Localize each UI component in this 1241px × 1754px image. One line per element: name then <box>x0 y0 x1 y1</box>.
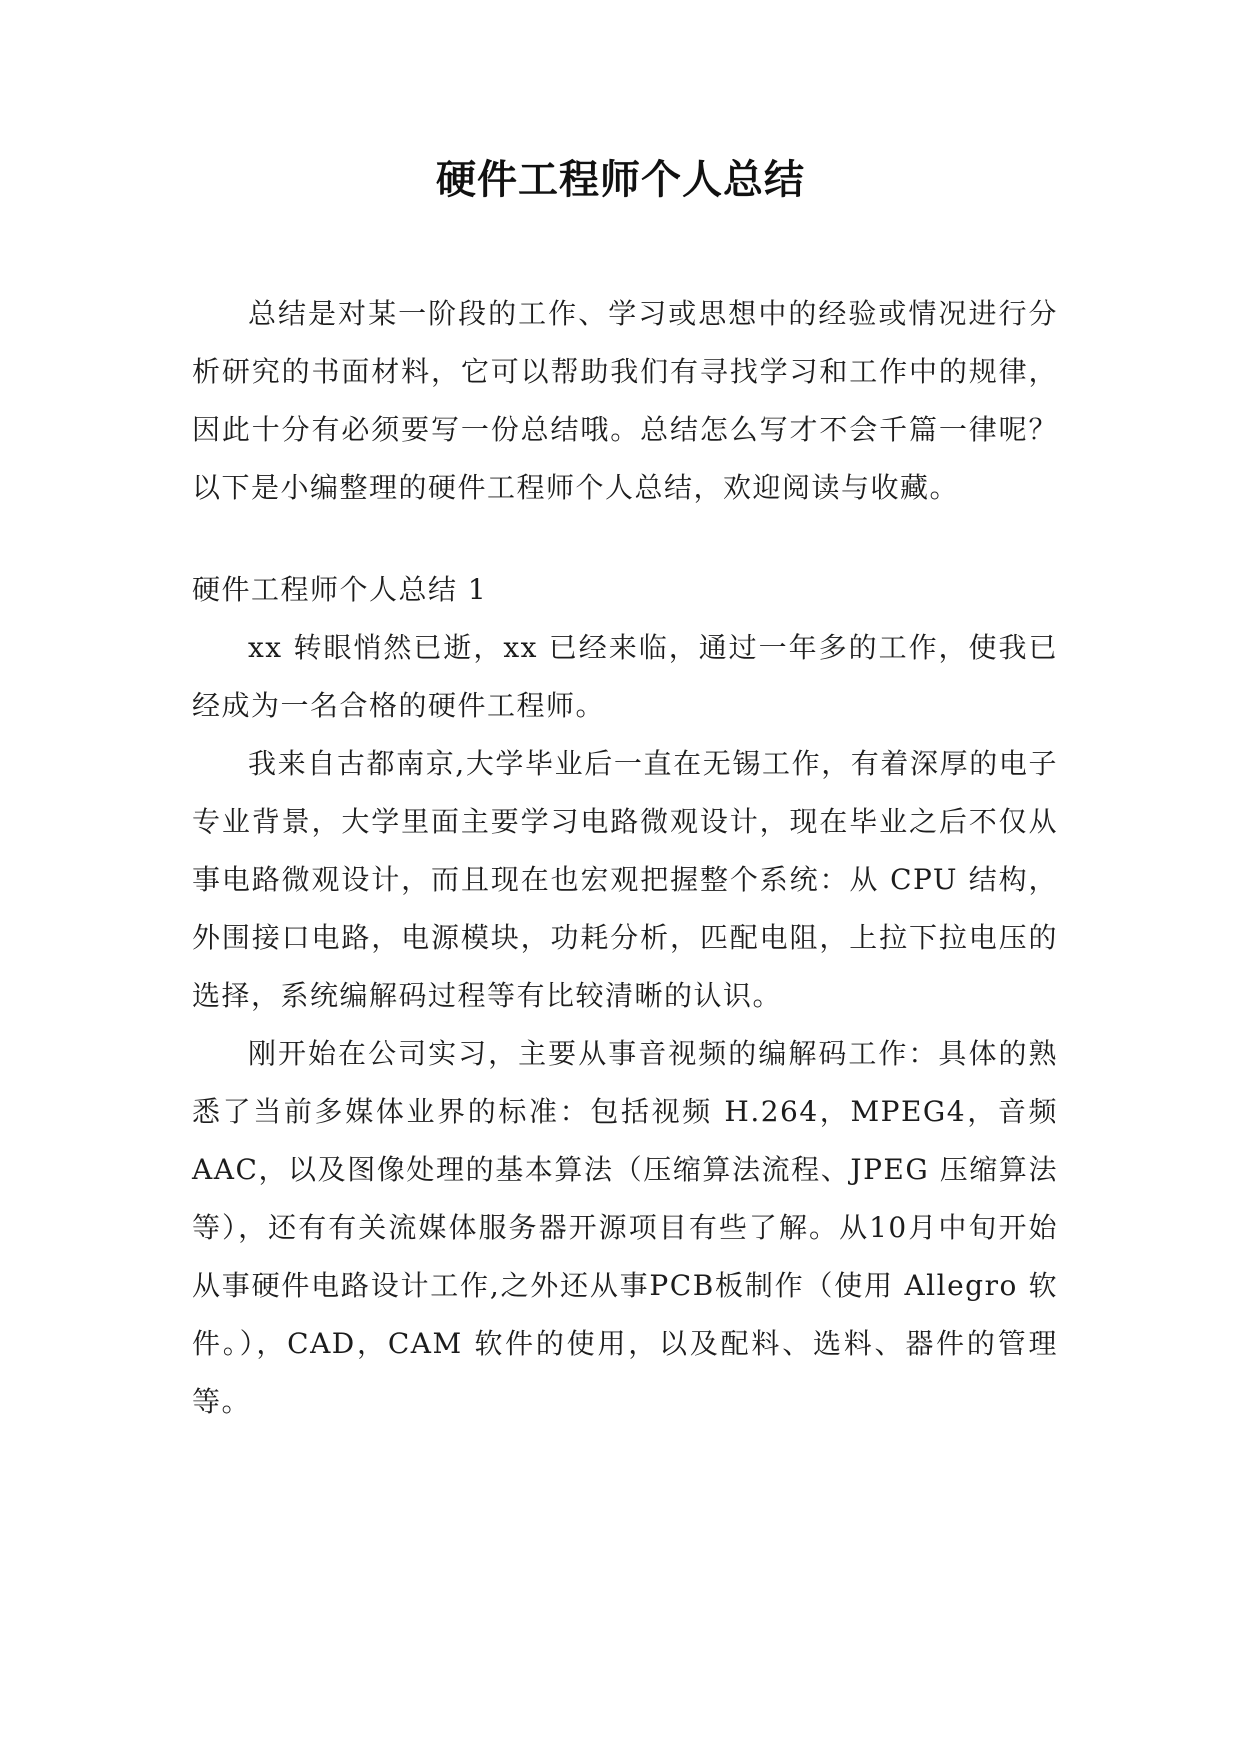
body-paragraph: 刚开始在公司实习，主要从事音视频的编解码工作：具体的熟悉了当前多媒体业界的标准：包括视频 H.264，MPEG4，音频 AAC，以及图像处理的基本算法（压缩算法流程、JPEG 压缩算法等），还有有关流媒体服务器开源项目有些了解。从10月中旬开始从事硬件电路设计工作,之外还从事PCB板制作（使用 Allegro 软件。），CAD，CAM 软件的使用，以及配料、选料、器件的管理等。 <box>192 1037 1058 1418</box>
document-body <box>192 285 1058 1431</box>
document-title: 硬件工程师个人总结 <box>436 156 805 203</box>
section-heading: 硬件工程师个人总结 1 <box>192 573 488 606</box>
intro-paragraph: 总结是对某一阶段的工作、学习或思想中的经验或情况进行分析研究的书面材料，它可以帮助我们有寻找学习和工作中的规律，因此十分有必须要写一份总结哦。总结怎么写才不会千篇一律呢？以下是小编整理的硬件工程师个人总结，欢迎阅读与收藏。 <box>192 297 1058 504</box>
body-paragraph: xx 转眼悄然已逝，xx 已经来临，通过一年多的工作，使我已经成为一名合格的硬件工程师。 <box>192 631 1058 722</box>
body-paragraph: 我来自古都南京,大学毕业后一直在无锡工作，有着深厚的电子专业背景，大学里面主要学习电路微观设计，现在毕业之后不仅从事电路微观设计，而且现在也宏观把握整个系统：从 CPU 结构，外围接口电路，电源模块，功耗分析，匹配电阻，上拉下拉电压的选择，系统编解码过程等有比较清晰的认识。 <box>192 747 1058 1012</box>
